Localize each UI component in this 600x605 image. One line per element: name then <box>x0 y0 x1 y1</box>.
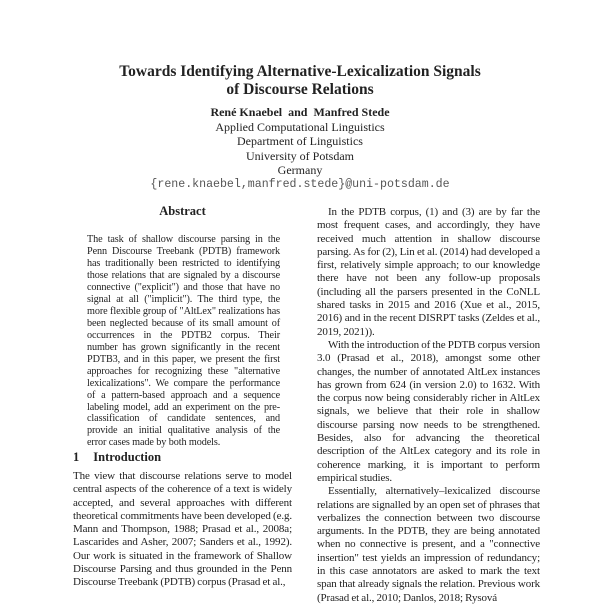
abstract-text: The task of shallow discourse parsing in the Penn Discourse Treebank (PDTB) framework has traditionally been restricted to identifying those relations that are signaled by a discourse connective ("explicit") and those that have no signal at all ("implicit"). The third type, the more flexible group of "AltLex" realizations has been neglected because of its small amount of occurrences in the PDTB2 corpus. Their number has grown significantly in the recent PDTB3, and in this paper, we present the first approaches for recognizing these "alternative lexicalizations". We compare the performance of a pattern-based approach and a sequence labeling model, add an experiment on the pre-classification of candidate sentences, and provide an initial qualitative analysis of the error cases made by both models. <box>87 234 280 449</box>
affiliation: Applied Computational Linguistics <box>215 119 385 134</box>
author-block <box>0 105 600 193</box>
paragraph: The view that discourse relations serve to model central aspects of the coherence of a text is widely accepted, and several approaches with different theoretical commitments have been developed (e.g. Mann and Thompson, 1988; Prasad et al., 2008a; Lascarides and Asher, 2007; Sanders et al., 1992). Our work is situated in the framework of Shallow Discourse Parsing and thus grounded in the Penn Discourse Treebank (PDTB) corpus (Prasad et al., <box>73 470 292 589</box>
affiliation: Department of Linguistics <box>237 134 363 149</box>
author-email: {rene.knaebel,manfred.stede}@uni-potsdam.de <box>150 177 450 191</box>
title-line: Towards Identifying Alternative-Lexicalization Signals <box>119 63 481 80</box>
affiliation: Germany <box>277 163 323 178</box>
paragraph: In the PDTB corpus, (1) and (3) are by far the most frequent cases, and accordingly, they have received much attention in shallow discourse parsing. As for (2), Lin et al. (2014) had developed a first, relatively simple approach; to our knowledge there have not been any follow-up proposals (including all the parsers presented in the CoNLL shared tasks in 2015 and 2016 (Xue et al., 2015, 2016) and in the recent DISRPT tasks (Zeldes et al., 2019, 2021)). <box>317 206 540 338</box>
abstract-heading: Abstract <box>159 204 206 218</box>
paragraph: Essentially, alternatively–lexicalized discourse relations are signalled by an open set of phrases that verbalizes the connection between two discourse arguments. In the PDTB, they are being annotated when no connective is present, and a "connective insertion" test yields an impression of redundancy; in this case annotators are asked to mark the text span that already signals the relation. Previous work (Prasad et al., 2010; Danlos, 2018; Rysová <box>317 485 540 604</box>
section-number: 1 <box>73 450 80 464</box>
paragraph: With the introduction of the PDTB corpus version 3.0 (Prasad et al., 2018), amongst some other changes, the number of annotated AltLex instances has grown from 624 (in version 2.0) to 1632. With the corpus now being considerably richer in AltLex signals, we believe that their role in shallow discourse parsing now needs to be strengthened. Besides, also for advancing the theoretical description of the AltLex category and its role in coherence marking, it is important to perform empirical studies. <box>317 338 540 484</box>
paper-title <box>0 63 600 99</box>
right-column <box>317 206 540 605</box>
title-line: of Discourse Relations <box>226 81 374 98</box>
affiliation: University of Potsdam <box>246 148 354 163</box>
section-heading <box>73 450 175 465</box>
section-title: Introduction <box>93 450 162 464</box>
intro-left-column <box>73 470 292 590</box>
author-names: René Knaebel and Manfred Stede <box>210 105 390 119</box>
